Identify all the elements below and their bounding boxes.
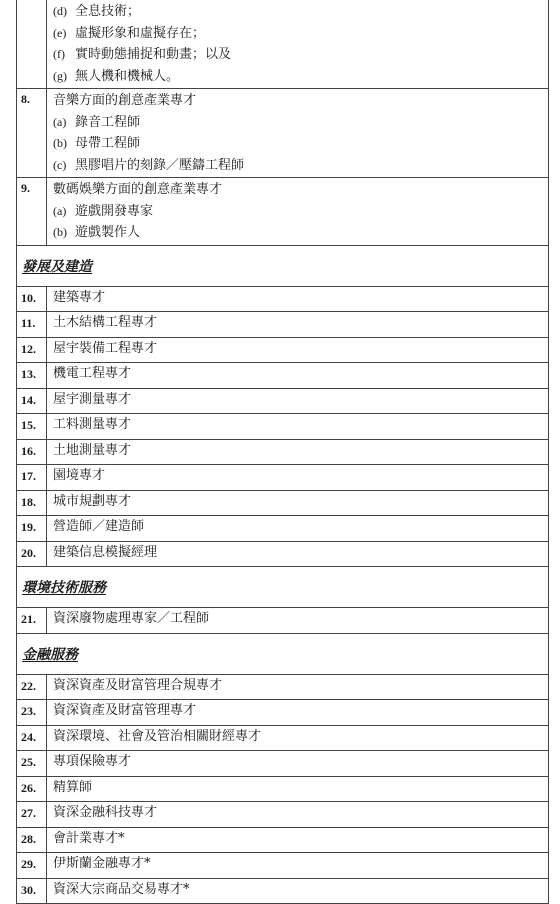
item-number <box>17 0 47 89</box>
item-number: 30. <box>17 878 47 904</box>
table-row <box>17 516 549 542</box>
sub-item-text: 錄音工程師 <box>75 114 141 130</box>
section-cell <box>17 633 549 674</box>
item-title: 屋宇裝備工程專才 <box>53 340 158 356</box>
item-number: 28. <box>17 827 47 853</box>
item-number: 13. <box>17 363 47 389</box>
sub-item-label: (c) <box>53 157 67 172</box>
item-title: 土木結構工程專才 <box>53 315 158 330</box>
sub-item <box>53 222 548 244</box>
item-number: 18. <box>17 490 47 516</box>
table-row <box>17 490 549 516</box>
sub-item <box>53 133 548 155</box>
item-content <box>47 853 549 879</box>
sub-item <box>53 23 548 45</box>
sub-item <box>53 44 548 66</box>
sub-item-label: (a) <box>53 114 67 129</box>
item-content <box>47 465 549 491</box>
item-content <box>47 776 549 802</box>
item-number: 14. <box>17 388 47 414</box>
item-content <box>47 674 549 700</box>
table-row <box>17 725 549 751</box>
table-row <box>17 312 549 338</box>
item-number: 12. <box>17 337 47 363</box>
table-row <box>17 89 549 178</box>
item-title: 資深金融科技專才 <box>53 805 158 820</box>
item-title: 機電工程專才 <box>53 366 132 381</box>
item-title: 建築專才 <box>53 289 106 305</box>
item-title: 精算師 <box>53 779 93 795</box>
table-row <box>17 878 549 904</box>
sub-item-label: (f) <box>53 47 65 61</box>
item-number: 8. <box>17 89 47 178</box>
table-row <box>17 853 549 879</box>
sub-item-text: 遊戲開發專家 <box>75 203 154 219</box>
item-content <box>47 725 549 751</box>
sub-item <box>53 112 548 134</box>
item-content <box>47 89 549 178</box>
item-title: 屋宇測量專才 <box>53 391 132 407</box>
item-title: 城市規劃專才 <box>53 493 132 509</box>
item-title: 資深大宗商品交易專才* <box>53 881 190 897</box>
table-row <box>17 700 549 726</box>
item-number: 15. <box>17 414 47 440</box>
sub-item-text: 無人機和機械人。 <box>75 68 180 84</box>
item-number: 23. <box>17 700 47 726</box>
item-content <box>47 312 549 338</box>
item-title: 音樂方面的創意產業專才 <box>53 93 197 108</box>
item-content <box>47 700 549 726</box>
item-title: 資深環境、社會及管治相關財經專才 <box>53 728 262 744</box>
table-row <box>17 633 549 674</box>
table-row <box>17 0 549 89</box>
sub-item-text: 母帶工程師 <box>75 136 141 151</box>
item-number: 19. <box>17 516 47 542</box>
item-content <box>47 178 549 246</box>
table-row <box>17 337 549 363</box>
sub-item-text: 黑膠唱片的刻錄／壓鑄工程師 <box>75 157 245 173</box>
table-row <box>17 827 549 853</box>
table-row <box>17 608 549 634</box>
table-row <box>17 751 549 777</box>
item-content <box>47 827 549 853</box>
item-content <box>47 337 549 363</box>
sub-item-label: (d) <box>53 4 67 18</box>
item-number: 29. <box>17 853 47 879</box>
item-title: 數碼娛樂方面的創意產業專才 <box>53 182 223 197</box>
item-number: 20. <box>17 541 47 567</box>
sub-item <box>53 201 548 223</box>
item-title: 建築信息模擬經理 <box>53 544 158 560</box>
table-body <box>17 0 549 904</box>
sub-item-text: 實時動態捕捉和動畫；以及 <box>75 47 232 62</box>
section-heading: 環境技術服務 <box>22 580 106 596</box>
table-row <box>17 414 549 440</box>
table-row <box>17 465 549 491</box>
item-number: 21. <box>17 608 47 634</box>
item-content <box>47 0 549 89</box>
table-row <box>17 439 549 465</box>
section-heading: 發展及建造 <box>22 258 92 275</box>
item-content <box>47 541 549 567</box>
item-title: 伊斯蘭金融專才* <box>53 856 151 871</box>
table-row <box>17 776 549 802</box>
item-content <box>47 608 549 634</box>
table-row <box>17 541 549 567</box>
item-number: 24. <box>17 725 47 751</box>
section-cell <box>17 567 549 608</box>
item-content <box>47 388 549 414</box>
item-number: 9. <box>17 178 47 246</box>
item-content <box>47 802 549 828</box>
sub-item <box>53 155 548 177</box>
item-number: 17. <box>17 465 47 491</box>
item-content <box>47 414 549 440</box>
item-title: 工料測量專才 <box>53 417 132 432</box>
table-row <box>17 178 549 246</box>
table-row <box>17 567 549 608</box>
item-content <box>47 516 549 542</box>
item-title: 資深資產及財富管理專才 <box>53 703 197 718</box>
item-title: 營造師／建造師 <box>53 519 145 534</box>
section-heading: 金融服務 <box>22 646 78 663</box>
item-content <box>47 439 549 465</box>
item-title: 會計業專才* <box>53 830 125 846</box>
sub-item-text: 全息技術； <box>75 4 141 19</box>
sub-item-label: (b) <box>53 225 67 239</box>
item-content <box>47 286 549 312</box>
talent-list-table <box>16 0 549 904</box>
table-row <box>17 388 549 414</box>
item-title: 專項保險專才 <box>53 754 132 769</box>
sub-item <box>53 1 548 23</box>
item-title: 資深廢物處理專家／工程師 <box>53 611 210 626</box>
sub-item-text: 遊戲製作人 <box>75 225 141 240</box>
item-number: 22. <box>17 674 47 700</box>
table-row <box>17 363 549 389</box>
section-cell <box>17 245 549 286</box>
item-content <box>47 490 549 516</box>
sub-item-label: (e) <box>53 25 67 40</box>
item-number: 27. <box>17 802 47 828</box>
sub-item-text: 虛擬形象和虛擬存在； <box>75 25 206 41</box>
item-title: 土地測量專才 <box>53 442 132 458</box>
sub-item-label: (b) <box>53 136 67 150</box>
item-title: 資深資產及財富管理合規專才 <box>53 677 223 693</box>
table-row <box>17 802 549 828</box>
item-number: 10. <box>17 286 47 312</box>
item-number: 26. <box>17 776 47 802</box>
item-number: 11. <box>17 312 47 338</box>
item-content <box>47 751 549 777</box>
item-number: 25. <box>17 751 47 777</box>
sub-item <box>53 66 548 88</box>
item-number: 16. <box>17 439 47 465</box>
sub-item-label: (a) <box>53 203 67 218</box>
table-row <box>17 245 549 286</box>
item-title: 園境專才 <box>53 468 106 483</box>
table-row <box>17 286 549 312</box>
item-content <box>47 878 549 904</box>
sub-item-label: (g) <box>53 68 67 83</box>
item-content <box>47 363 549 389</box>
table-row <box>17 674 549 700</box>
